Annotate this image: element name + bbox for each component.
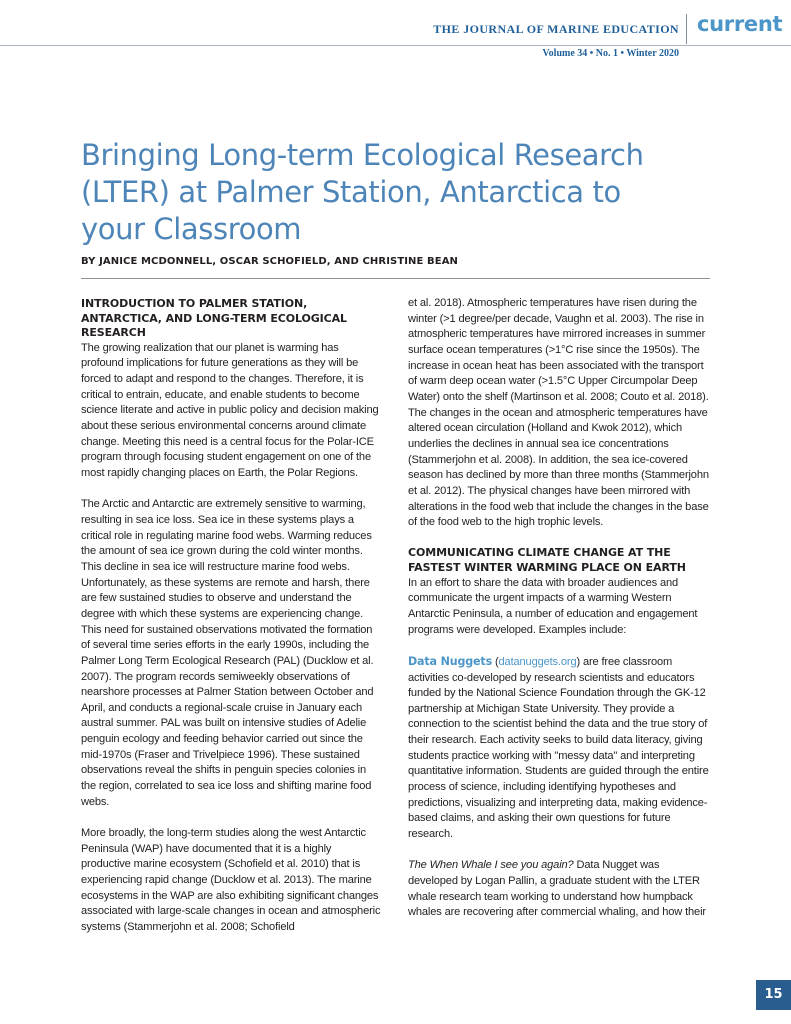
article-authors: BY JANICE MCDONNELL, OSCAR SCHOFIELD, AND CHRISTINE BEAN (81, 256, 459, 267)
section-heading-intro: INTRODUCTION TO PALMER STATION, ANTARCTICA, AND LONG-TERM ECOLOGICAL RESEARCH (81, 297, 347, 340)
header-divider-vertical (686, 14, 687, 44)
whale-paragraph (408, 858, 710, 921)
right-column (408, 296, 710, 937)
header-divider (0, 45, 791, 46)
intro-paragraph-1: The growing realization that our planet is warming has profound implications for future generations as they will be forced to adapt and respond to the changes. Therefore, it is critical to entrain, educate, and enable students to become science literate and active in public policy and decision making about these serious environmental concerns around climate change. Meeting this need is a central focus for the Polar-ICE program through focusing student engagement on one of the most rapidly changing places on Earth, the Polar Regions. (81, 341, 379, 480)
intro-paragraph-3: More broadly, the long-term studies along the west Antarctic Peninsula (WAP) have documented that it is a highly productive marine ecosystem (Schofield et al. 2010) that is experiencing rapid change (Ducklow et al. 2013). The marine ecosystems in the WAP are also exhibiting significant changes associated with large-scale changes in ocean and atmospheric systems (Stammerjohn et al. 2008; Schofield (81, 827, 381, 933)
intro-paragraph-2: The Arctic and Antarctic are extremely sensitive to warming, resulting in sea ice loss. Sea ice in these systems plays a critical role in regulating marine food webs. Warming reduces the amount of sea ice grown during the cold winter months. This decline in sea ice will restructure marine food webs. Unfortunately, as these systems are remote and harsh, there are few sustained studies to observe and understand the degree with which these systems are experiencing change. This need for sustained observations motivated the formation of several time series efforts in the early 1990s, including the Palmer Long Term Ecological Research (PAL) (Ducklow et al. 2007). The program records semiweekly observations of nearshore processes at Palmer Station between October and April, and conducts a regional-scale cruise in January each austral summer. PAL was built on intensive studies of Adelie penguin ecology and feeding behavior carried out since the mid-1970s (Fraser and Trivelpiece 1996). These sustained observations reveal the shifts in penguin species colonies in the region, correlated to sea ice loss and shifting marine food webs. (81, 498, 374, 808)
authors-divider (81, 278, 710, 279)
issue-info: Volume 34 • No. 1 • Winter 2020 (542, 48, 679, 59)
continuation-paragraph: et al. 2018). Atmospheric temperatures have risen during the winter (>1 degree/per decade, Vaughn et al. 2003). The rise in atmospheric temperatures have mirrored increases in summer surface ocean temperatures (>1°C rise since the 1950s). The increase in ocean heat has been associated with the transport of warm deep ocean water (>1.5°C Upper Circumpolar Deep Water) onto the shelf (Martinson et al. 2008; Couto et al. 2018). The changes in the ocean and atmospheric temperatures have altered ocean circulation (Holland and Kwok 2012), which underlies the declines in annual sea ice concentrations (Stammerjohn et al. 2008). In addition, the sea ice-covered season has declined by more than three months (Stammerjohn et al. 2012). The physical changes have been mirrored with alterations in the food web that include the changes in the base of the food web to the high trophic levels. (408, 297, 709, 529)
data-nuggets-paragraph: Data Nuggets (datanuggets.org) are free classroom activities co-developed by research scientists and educators funded by the National Science Foundation through the GK-12 partnership at Michigan State University. They provide a connection to the scientist behind the data and the true story of their research. Each activity seeks to build data literacy, giving students practice working with "messy data" and interpreting quantitative information. Students are guided through the entire process of science, including identifying hypotheses and predictions, visualizing and interpreting data, making evidence-based claims, and asking their own questions for future research. (408, 654, 709, 841)
journal-logo: current (697, 12, 783, 36)
communicating-intro-paragraph: In an effort to share the data with broader audiences and communicate the urgent impacts of a warming Western Antarctic Peninsula, a number of education and engagement programs were developed. Examples include: (408, 576, 698, 636)
journal-name: THE JOURNAL OF MARINE EDUCATION (433, 22, 679, 36)
whale-title: The When Whale I see you again? (408, 859, 574, 872)
whale-description: Data Nugget was developed by Logan Pallin, a graduate student with the LTER whale research team working to understand how humpback whales are recovering after commercial whaling, and how their (408, 859, 706, 919)
section-heading-communicating: COMMUNICATING CLIMATE CHANGE AT THE FASTEST WINTER WARMING PLACE ON EARTH (408, 546, 686, 575)
data-nuggets-name: Data Nuggets (408, 654, 493, 668)
data-nuggets-link[interactable]: datanuggets.org (498, 655, 577, 668)
article-title: Bringing Long-term Ecological Research (LTER) at Palmer Station, Antarctica to your Classroom (81, 138, 644, 246)
page-number: 15 (756, 980, 791, 1010)
left-column (81, 297, 383, 951)
data-nuggets-description: are free classroom activities co-developed by research scientists and educators funded by the National Science Foundation through the GK-12 partnership at Michigan State University. They provide a connection to the scientist behind the data and the true story of their research. Each activity seeks to build data literacy, giving students practice working with "messy data" and interpreting quantitative information. Students are guided through the entire process of science, including identifying hypotheses and predictions, visualizing and interpreting data, making evidence-based claims, and asking their own questions for future research. (408, 655, 709, 841)
